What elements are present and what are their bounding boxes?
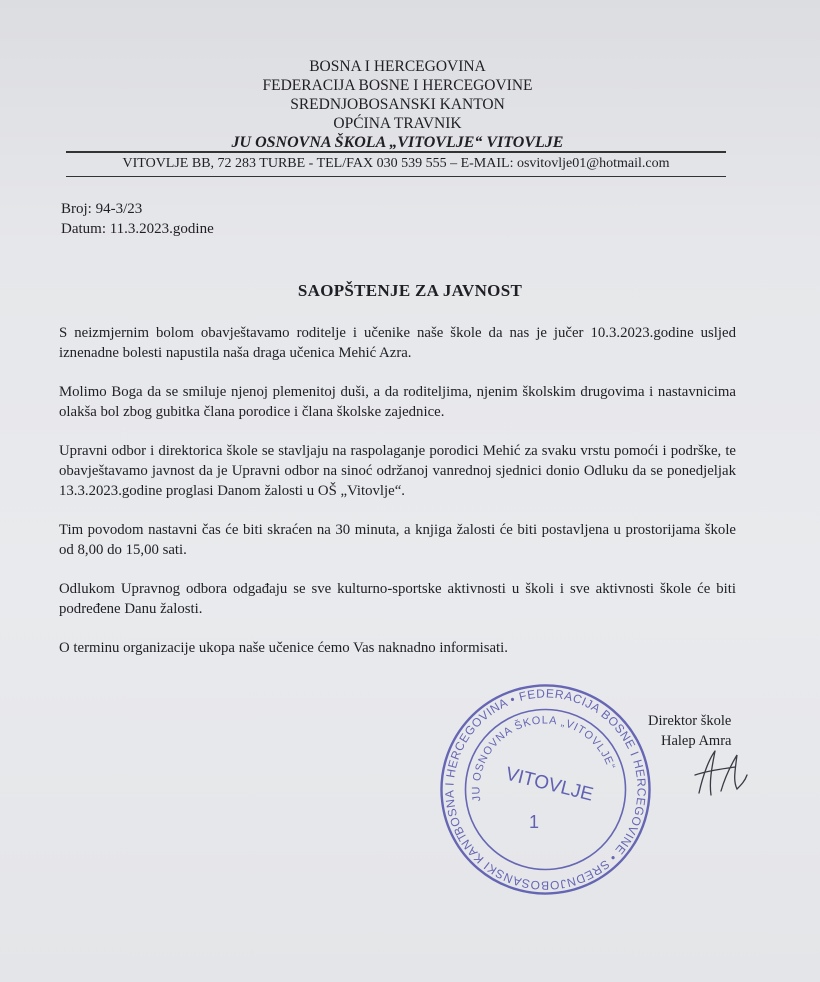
stamp-inner-text: JU OSNOVNA ŠKOLA „VITOVLJE“ bbox=[470, 714, 618, 803]
letterhead bbox=[70, 57, 725, 152]
letterhead-school-name: JU OSNOVNA ŠKOLA „VITOVLJE“ VITOVLJE bbox=[231, 134, 564, 151]
signature-role: Direktor škole bbox=[648, 713, 732, 729]
stamp-outer-text: BOSNA I HERCEGOVINA • FEDERACIJA BOSNE I HERCEGOVINE • SREDNJOBOSANSKI KANTON bbox=[442, 686, 649, 893]
handwritten-signature bbox=[685, 745, 750, 800]
body-paragraph: Tim povodom nastavni čas će biti skraćen na 30 minuta, a knjiga žalosti će biti postavljena u prostorijama škole od 8,00 do 15,00 sati. bbox=[59, 522, 736, 558]
letterhead-municipality: OPĆINA TRAVNIK bbox=[333, 115, 462, 132]
stamp-center-text: VITOVLJE bbox=[503, 763, 596, 806]
letterhead-country: BOSNA I HERCEGOVINA bbox=[309, 58, 486, 75]
reference-date: Datum: 11.3.2023.godine bbox=[61, 221, 214, 237]
reference-number: Broj: 94-3/23 bbox=[61, 201, 143, 217]
stamp-number: 1 bbox=[528, 812, 540, 832]
letterhead-federation: FEDERACIJA BOSNE I HERCEGOVINE bbox=[262, 77, 533, 94]
document-body bbox=[59, 323, 736, 677]
body-paragraph: S neizmjernim bolom obavještavamo roditelje i učenike naše škole da nas je jučer 10.3.2023.godine usljed iznenadne bolesti napustila naša draga učenica Mehić Azra. bbox=[59, 325, 736, 361]
official-stamp bbox=[438, 682, 653, 897]
letterhead-contact-line: VITOVLJE BB, 72 283 TURBE - TEL/FAX 030 539 555 – E-MAIL: osvitovlje01@hotmail.com bbox=[66, 151, 726, 177]
body-paragraph: Upravni odbor i direktorica škole se stavljaju na raspolaganje porodici Mehić za svaku vrstu pomoći i podrške, te obavještavamo javnost da je Upravni odbor na sinoć održanoj vanrednoj sjednici donio Odluku da se ponedjeljak 13.3.2023.godine proglasi Danom žalosti u OŠ „Vitovlje“. bbox=[59, 443, 736, 499]
document-title: SAOPŠTENJE ZA JAVNOST bbox=[297, 281, 523, 300]
signature-name: Halep Amra bbox=[661, 733, 732, 749]
letterhead-canton: SREDNJOBOSANSKI KANTON bbox=[290, 96, 505, 113]
body-paragraph: O terminu organizacije ukopa naše učenice ćemo Vas naknadno informisati. bbox=[59, 640, 508, 656]
body-paragraph: Odlukom Upravnog odbora odgađaju se sve kulturno-sportske aktivnosti u školi i sve aktivnosti škole će biti podređene Danu žalosti. bbox=[59, 581, 736, 617]
body-paragraph: Molimo Boga da se smiluje njenoj plemenitoj duši, a da roditeljima, njenim školskim drugovima i nastavnicima olakša bol zbog gubitka člana porodice i člana školske zajednice. bbox=[59, 384, 736, 420]
document-reference bbox=[61, 199, 214, 239]
